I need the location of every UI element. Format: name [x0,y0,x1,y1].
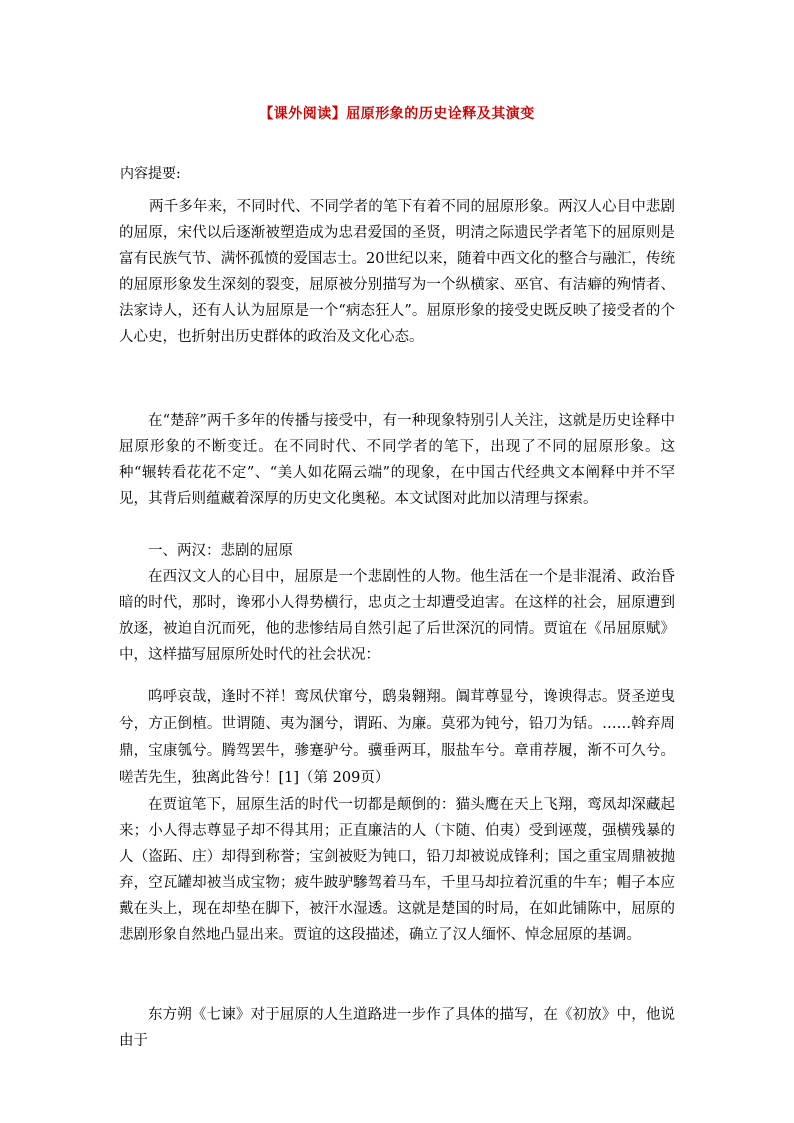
abstract-label: 内容提要: [120,166,181,182]
abstract-paragraph: 两千多年来，不同时代、不同学者的笔下有着不同的屈原形象。两汉人心目中悲剧的屈原，宋代以后逐渐被塑造成为忠君爱国的圣贤，明清之际遗民学者笔下的屈原则是富有民族气节、满怀孤愤的爱国志士。20世纪以来，随着中西文化的整合与融汇，传统的屈原形象发生深刻的裂变，屈原被分别描写为一个纵横家、巫官、有洁癖的殉情者、法家诗人，还有人认为屈原是一个“病态狂人”。屈原形象的接受史既反映了接受者的个人心史，也折射出历史群体的政治及文化心态。 [119,199,675,345]
quote-paragraph: 呜呼哀哉，逢时不祥！鸾凤伏窜兮，鸱枭翱翔。阘茸尊显兮，谗谀得志。贤圣逆曳兮，方正倒植。世谓随、夷为溷兮，谓跖、为廉。莫邪为钝兮，铅刀为铦。……斡弃周鼎，宝康瓠兮。腾驾罢牛，骖蹇驴兮。骥垂两耳，服盐车兮。章甫荐履，渐不可久兮。嗟苦先生，独离此咎兮！[1]（第 209页） [119,689,675,786]
body-paragraph-2: 在贾谊笔下，屈原生活的时代一切都是颠倒的：猫头鹰在天上飞翔，鸾凤却深藏起来；小人得志尊显子却不得其用；正直廉洁的人（卞随、伯夷）受到诬蔑，强横残暴的人（盗跖、庄）却得到称誉；宝剑被贬为钝口，铅刀却被说成锋利；国之重宝周鼎被抛弃，空瓦罐却被当成宝物；疲牛跛驴驂驾着马车，千里马却拉着沉重的牛车；帽子本应戴在头上，现在却垫在脚下，被汗水湿透。这就是楚国的时局，在如此铺陈中，屈原的悲剧形象自然地凸显出来。贾谊的这段描述，确立了汉人缅怀、悼念屈原的基调。 [119,797,675,943]
body-paragraph-1: 在西汉文人的心目中，屈原是一个悲剧性的人物。他生活在一个是非混淆、政治昏暗的时代，那时，谗邪小人得势横行，忠贞之士却遭受迫害。在这样的社会，屈原遭到放逐，被迫自沉而死，他的悲惨结局自然引起了后世深沉的同情。贾谊在《吊屈原赋》中，这样描写屈原所处时代的社会状况： [119,569,675,663]
body-paragraph-3: 东方朔《七谏》对于屈原的人生道路进一步作了具体的描写，在《初放》中，他说由于 [119,1007,675,1049]
document-title: 【课外阅读】屈原形象的历史诠释及其演变 [259,106,535,122]
section-heading: 一、两汉：悲剧的屈原 [148,543,293,559]
intro-paragraph: 在“楚辞”两千多年的传播与接受中，有一种现象特别引人关注，这就是历史诠释中屈原形象的不断变迁。在不同时代、不同学者的笔下，出现了不同的屈原形象。这种“辗转看花花不定”、“美人如花隔云端”的现象，在中国古代经典文本阐释中并不罕见，其背后则蕴藏着深厚的历史文化奥秘。本文试图对此加以清理与探索。 [119,413,675,507]
